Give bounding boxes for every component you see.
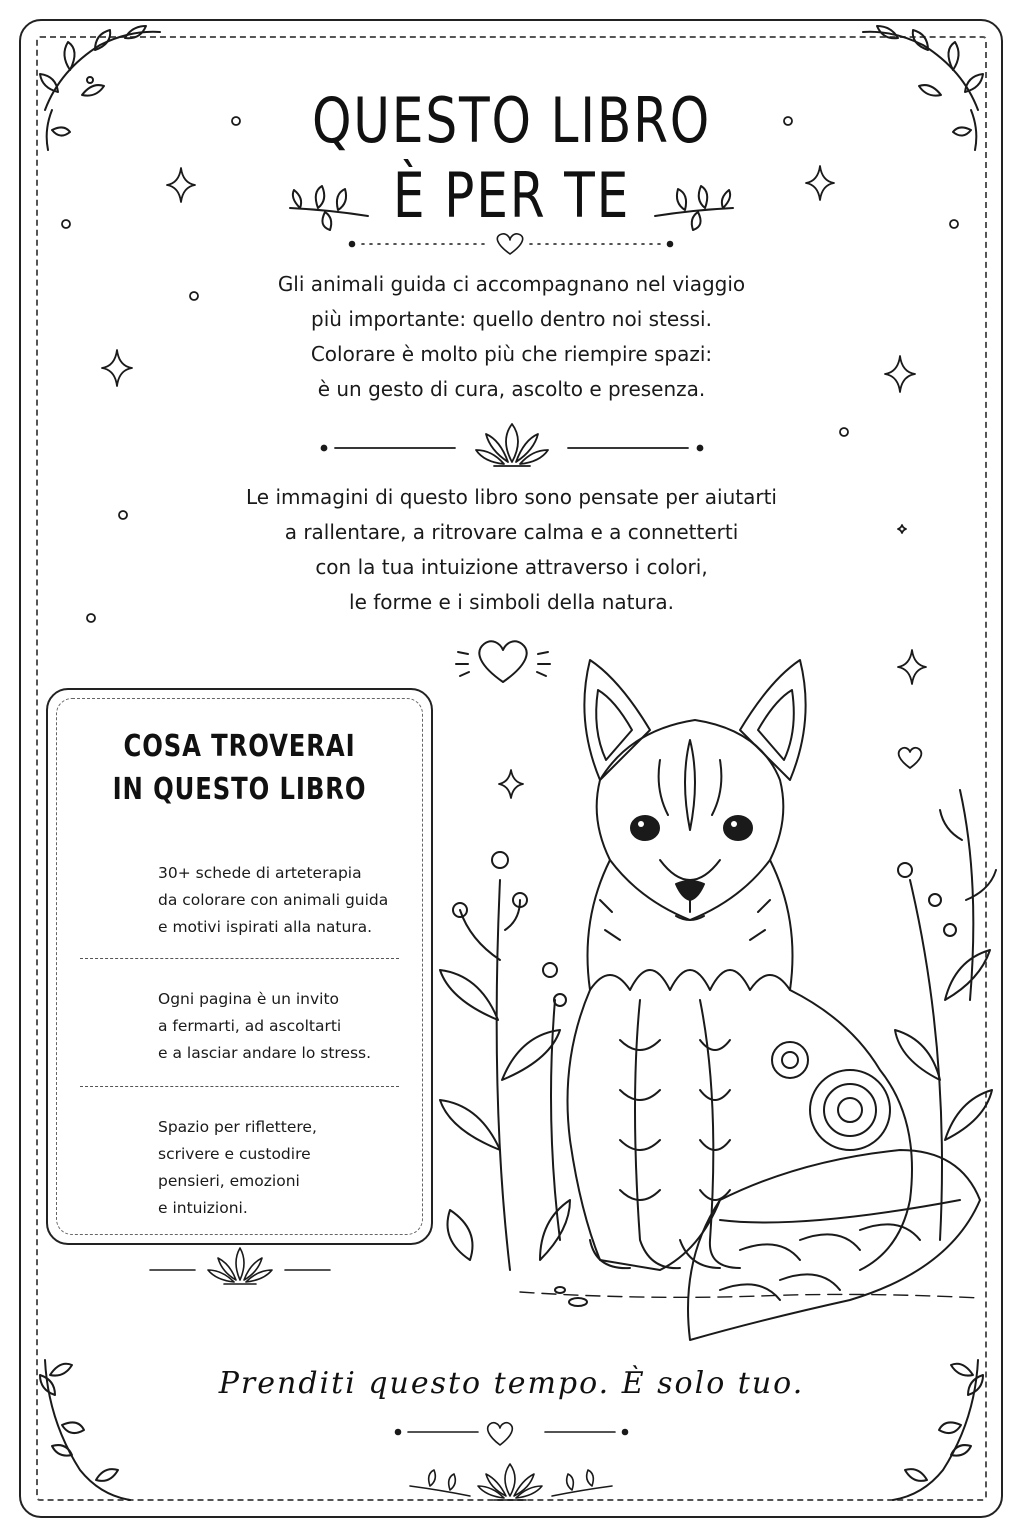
page-title-line1: QUESTO LIBRO	[311, 84, 712, 157]
item-line: scrivere e custodire	[158, 1145, 311, 1163]
item-line: pensieri, emozioni	[158, 1172, 300, 1190]
item-line: a fermarti, ad ascoltarti	[158, 1017, 342, 1035]
box-bottom-lotus-divider	[150, 1248, 330, 1284]
contents-item-arteterapia	[158, 860, 418, 941]
contents-box-title-line2: IN QUESTO LIBRO	[112, 772, 367, 807]
small-heart-icon	[899, 748, 922, 768]
intro-line: è un gesto di cura, ascolto e presenza.	[317, 377, 706, 401]
item-line: e motivi ispirati alla natura.	[158, 918, 373, 936]
contents-box-title-line1: COSA TROVERAI	[123, 729, 356, 764]
fox-mandala-illustration	[440, 660, 996, 1340]
item-line: e intuizioni.	[158, 1199, 248, 1217]
purpose-line: Le immagini di questo libro sono pensate per aiutarti	[246, 485, 777, 509]
contents-box	[46, 688, 433, 1245]
item-line: e a lasciar andare lo stress.	[158, 1044, 372, 1062]
contents-item-invito	[158, 986, 418, 1067]
title-divider	[350, 234, 673, 254]
heart-rays-icon	[456, 641, 550, 682]
page-title-line2: È PER TE	[392, 159, 631, 232]
intro-line: Colorare è molto più che riempire spazi:	[310, 342, 713, 366]
purpose-paragraph	[0, 480, 1023, 620]
intro-line: Gli animali guida ci accompagnano nel viaggio	[277, 272, 746, 296]
closing-message: Prenditi questo tempo. È solo tuo.	[218, 1366, 805, 1401]
lotus-divider	[322, 424, 703, 466]
item-separator	[80, 1086, 399, 1087]
item-separator	[80, 958, 399, 959]
intro-paragraph	[0, 267, 1023, 407]
bottom-lotus-icon	[410, 1464, 612, 1500]
closing-heart-divider	[396, 1423, 628, 1445]
purpose-line: a rallentare, a ritrovare calma e a connetterti	[284, 520, 739, 544]
purpose-line: con la tua intuizione attraverso i colori,	[315, 555, 708, 579]
intro-line: più importante: quello dentro noi stessi.	[311, 307, 712, 331]
contents-item-riflettere	[158, 1114, 418, 1222]
purpose-line: le forme e i simboli della natura.	[349, 590, 674, 614]
item-line: da colorare con animali guida	[158, 891, 389, 909]
item-line: Ogni pagina è un invito	[158, 990, 340, 1008]
item-line: 30+ schede di arteterapia	[158, 864, 362, 882]
item-line: Spazio per riflettere,	[158, 1118, 317, 1136]
